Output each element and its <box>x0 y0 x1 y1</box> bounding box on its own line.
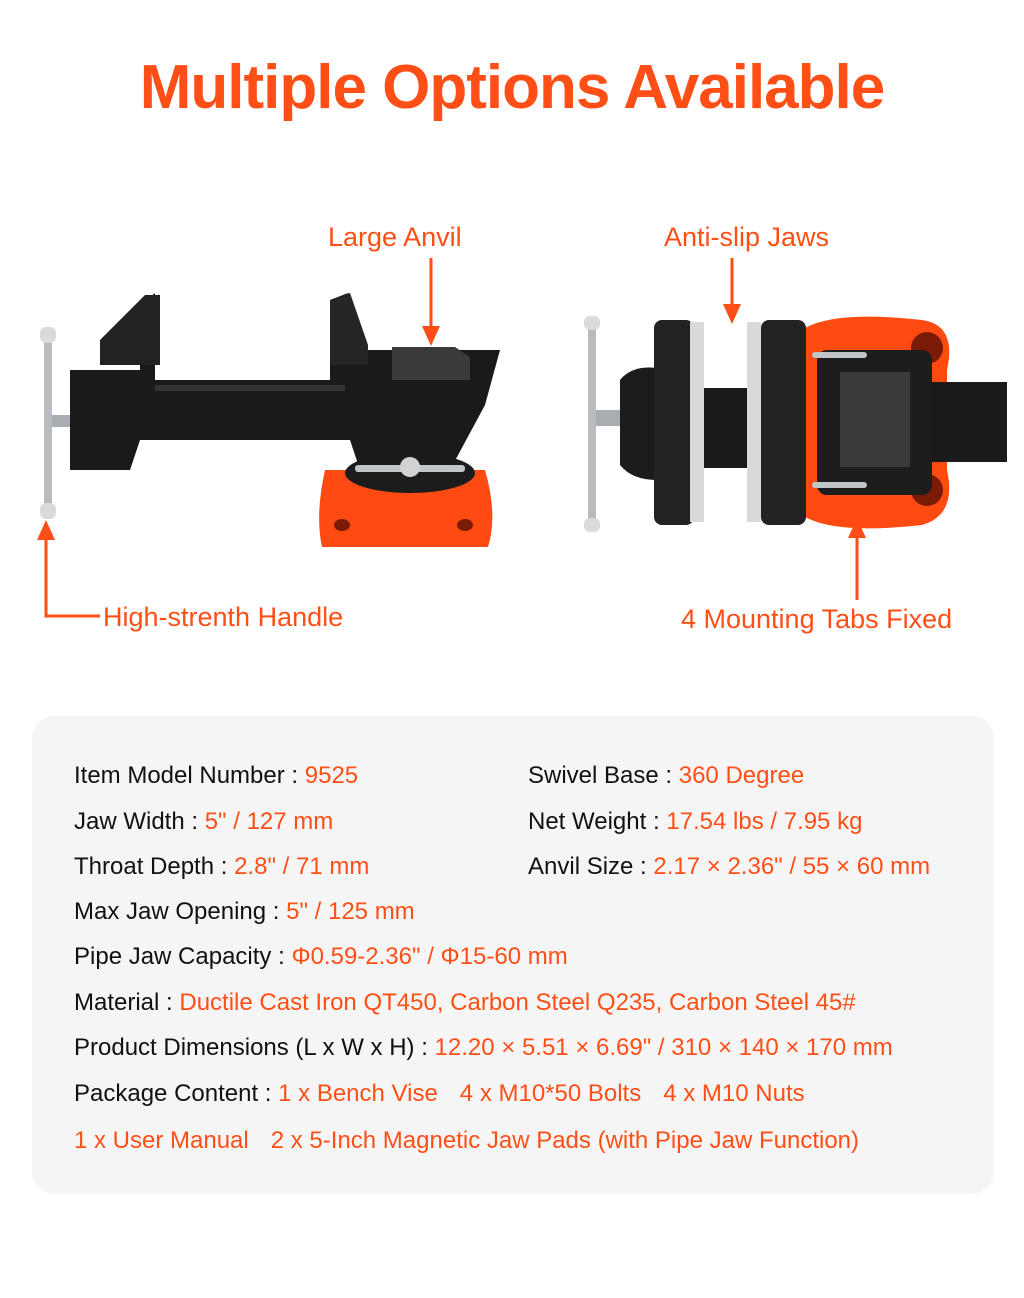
spec-swivel-base: Swivel Base : 360 Degree <box>528 762 805 789</box>
callout-anti-slip-jaws: Anti-slip Jaws <box>664 222 830 252</box>
callout-handle: High-strenth Handle <box>103 602 344 632</box>
bench-vise-side-image <box>30 285 510 555</box>
spec-material: Material : Ductile Cast Iron QT450, Carbon Steel Q235, Carbon Steel 45# <box>74 989 856 1016</box>
spec-package-content-line2 <box>74 1127 881 1155</box>
callout-large-anvil: Large Anvil <box>328 222 462 252</box>
spec-max-jaw-opening: Max Jaw Opening : 5" / 125 mm <box>74 898 415 925</box>
package-item: 4 x M10 Nuts <box>663 1080 805 1107</box>
package-item: 4 x M10*50 Bolts <box>459 1080 642 1107</box>
package-item: 1 x User Manual <box>74 1127 249 1154</box>
spec-pipe-jaw-capacity: Pipe Jaw Capacity : Φ0.59-2.36" / Φ15-60 mm <box>74 943 568 970</box>
spec-anvil-size: Anvil Size : 2.17 × 2.36" / 55 × 60 mm <box>528 853 931 880</box>
package-item: 1 x Bench Vise <box>278 1080 438 1107</box>
spec-throat-depth: Throat Depth : 2.8" / 71 mm <box>74 853 370 880</box>
package-item: 2 x 5-Inch Magnetic Jaw Pads (with Pipe Jaw Function) <box>270 1127 860 1154</box>
spec-jaw-width: Jaw Width : 5" / 127 mm <box>74 808 334 835</box>
spec-dimensions: Product Dimensions (L x W x H) : 12.20 × 5.51 × 6.69" / 310 × 140 × 170 mm <box>74 1034 893 1061</box>
spec-model: Item Model Number : 9525 <box>74 762 359 789</box>
callout-mounting-tabs: 4 Mounting Tabs Fixed <box>681 604 953 634</box>
spec-net-weight: Net Weight : 17.54 lbs / 7.95 kg <box>528 808 863 835</box>
page-title: Multiple Options Available <box>139 53 885 122</box>
spec-package-content: Package Content : 1 x Bench Vise 4 x M10*50 Bolts 4 x M10 Nuts <box>74 1080 805 1107</box>
bench-vise-top-image <box>572 310 1022 540</box>
